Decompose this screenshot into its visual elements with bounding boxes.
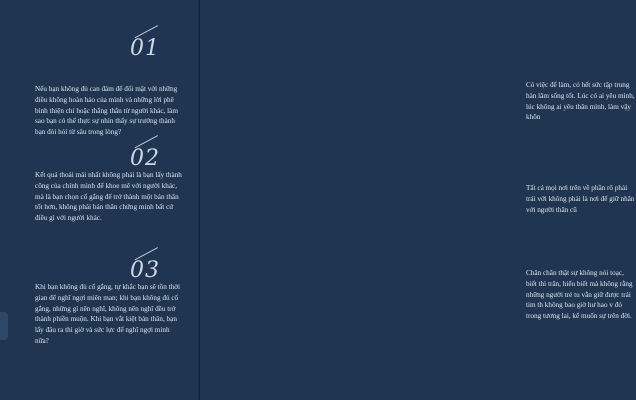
right-paragraph-3: Chân chân thật sự không nói toạc, biết thì trân, hiểu biết mà không rằng những người trẻ tu vẫn giữ được trái tim th không bao giờ hư hao v đó trong tương lai, kể muốn sự trên đời. xyxy=(526,269,633,321)
section-number-03: 03 xyxy=(130,258,160,283)
right-page xyxy=(200,0,635,400)
right-paragraph-1: Có việc để làm, có hết sức tập trung hàn lâm sống tốt. Lúc có ai yêu mình, lúc không ai yêu thân mình, làm vậy khôn xyxy=(526,81,635,122)
section-number-02: 02 xyxy=(130,146,160,171)
right-paragraph-2: Tất cả mọi nơi trên về phần rõ phải trái với không phải là nơi để giữ nhân với người thân cũ xyxy=(526,184,635,214)
left-page xyxy=(0,0,200,400)
section-number-01: 01 xyxy=(130,36,160,61)
section-text-03: Khi bạn không đủ cố gắng, tự khắc bạn sẽ tồn thời gian để nghĩ ngợi miên man; khi bạn không đủ cố gắng, những gì nên nghĩ, không nên nghĩ đều trở thành phiền muộn. Khi bạn vắt kiệt bản thân, bạn lấy đâu ra thì giờ và sức lực để nghĩ ngợi minh nữa? xyxy=(35,283,181,345)
binding-mark xyxy=(0,312,8,340)
section-text-01: Nếu bạn không đủ can đảm để đối mặt với những điều không hoàn hảo của mình và những lời phê bình thiện chí hoặc thẳng thắn từ người khác, làm sao bạn có thể thực sự nhìn thấy sự trưởng thành bạn đòi hỏi từ sâu trong lòng? xyxy=(35,85,178,137)
section-text-02: Kết quả thoải mái nhất không phải là bạn lấy thành công của chính mình để khoe mẽ với người khác, mà là bạn chọn cố gắng để trở thành một bản thân tốt hơn, không phải bản thân chứng minh bất cứ điều gì với người khác. xyxy=(35,171,182,223)
